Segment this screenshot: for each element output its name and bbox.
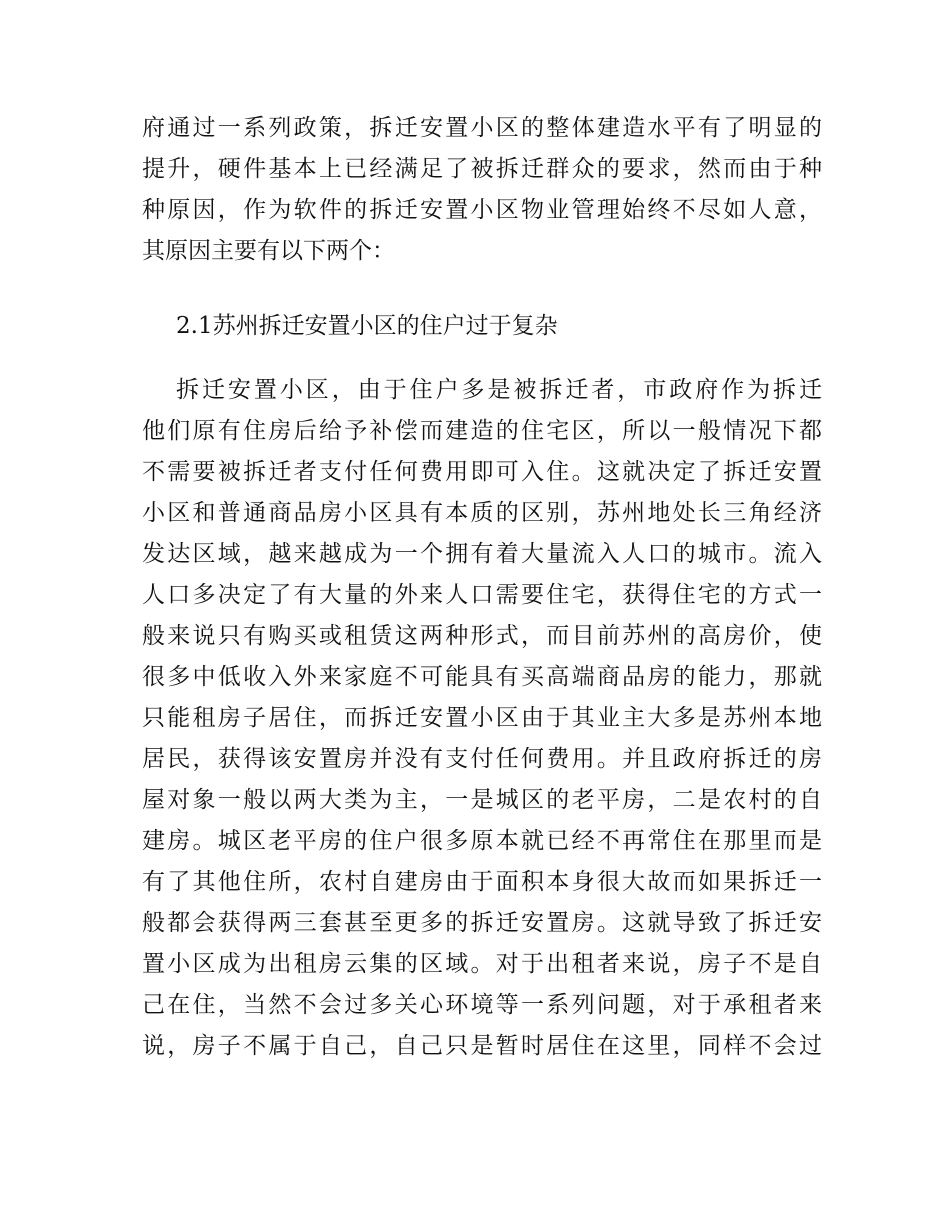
- section-heading: [176, 306, 856, 347]
- paragraph-line: 说，房子不属于自己，自己只是暂时居住在这里，同样不会过: [142, 1033, 822, 1059]
- paragraph-line: 府通过一系列政策，拆迁安置小区的整体建造水平有了明显的: [142, 115, 822, 141]
- paragraph-line: 他们原有住房后给予补偿而建造的住宅区，所以一般情况下都: [142, 418, 822, 444]
- section-heading-text: 2.1苏州拆迁安置小区的住户过于复杂: [176, 313, 558, 339]
- paragraph-line: 屋对象一般以两大类为主，一是城区的老平房，二是农村的自: [142, 787, 822, 813]
- paragraph-line: 提升，硬件基本上已经满足了被拆迁群众的要求，然而由于种: [142, 156, 822, 182]
- paragraph-residents: [142, 370, 822, 1067]
- paragraph-line: 居民，获得该安置房并没有支付任何费用。并且政府拆迁的房: [142, 746, 822, 772]
- paragraph-line: 有了其他住所，农村自建房由于面积本身很大故而如果拆迁一: [142, 869, 822, 895]
- paragraph-line: 只能租房子居住，而拆迁安置小区由于其业主大多是苏州本地: [142, 705, 822, 731]
- paragraph-line: 不需要被拆迁者支付任何费用即可入住。这就决定了拆迁安置: [142, 459, 822, 485]
- paragraph-line: 拆迁安置小区，由于住户多是被拆迁者，市政府作为拆迁: [176, 377, 822, 403]
- paragraph-line: 般都会获得两三套甚至更多的拆迁安置房。这就导致了拆迁安: [142, 910, 822, 936]
- paragraph-line: 建房。城区老平房的住户很多原本就已经不再常住在那里而是: [142, 828, 822, 854]
- paragraph-line: 很多中低收入外来家庭不可能具有买高端商品房的能力，那就: [142, 664, 822, 690]
- paragraph-line: 般来说只有购买或租赁这两种形式，而目前苏州的高房价，使: [142, 623, 822, 649]
- paragraph-line: 其原因主要有以下两个：: [142, 238, 395, 264]
- paragraph-line: 小区和普通商品房小区具有本质的区别，苏州地处长三角经济: [142, 500, 822, 526]
- paragraph-line: 己在住，当然不会过多关心环境等一系列问题，对于承租者来: [142, 992, 822, 1018]
- paragraph-line: 人口多决定了有大量的外来人口需要住宅，获得住宅的方式一: [142, 582, 822, 608]
- paragraph-intro: [142, 108, 822, 272]
- paragraph-line: 发达区域，越来越成为一个拥有着大量流入人口的城市。流入: [142, 541, 822, 567]
- paragraph-line: 种原因，作为软件的拆迁安置小区物业管理始终不尽如人意，: [142, 197, 822, 223]
- paragraph-line: 置小区成为出租房云集的区域。对于出租者来说，房子不是自: [142, 951, 822, 977]
